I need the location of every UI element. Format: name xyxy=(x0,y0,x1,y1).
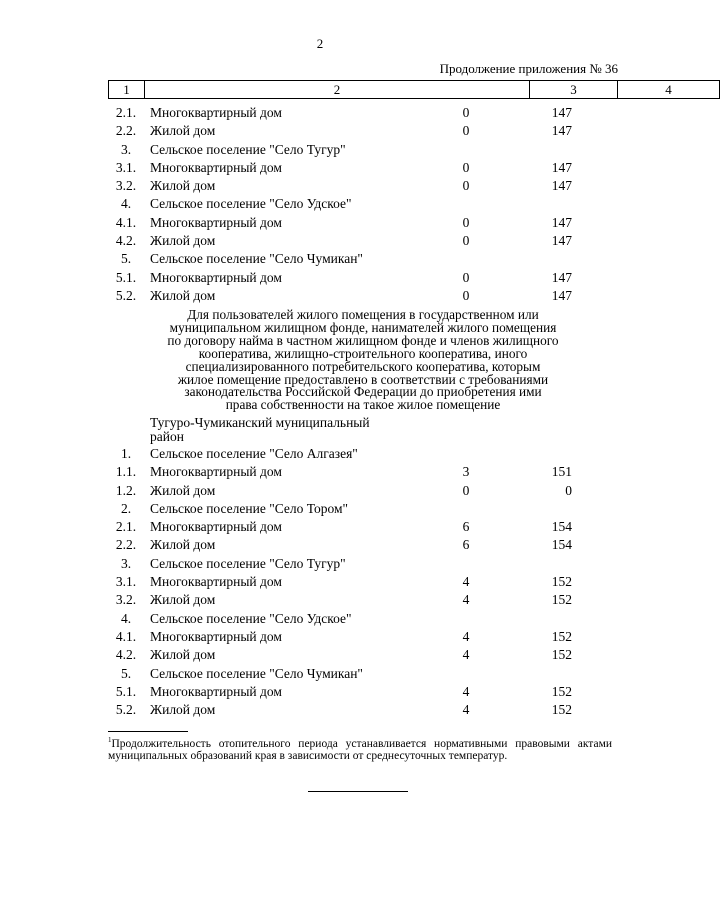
row-number: 3.1. xyxy=(115,159,137,175)
appendix-title: Продолжение приложения № 36 xyxy=(439,61,618,76)
row-col-3: 0 xyxy=(462,123,470,139)
row-col-4: 151 xyxy=(551,464,572,480)
table-row xyxy=(0,610,640,628)
row-number: 1.2. xyxy=(115,482,137,498)
row-col-4: 147 xyxy=(551,269,572,285)
table-row xyxy=(0,683,640,701)
row-col-4: 152 xyxy=(551,647,572,663)
row-col-4: 154 xyxy=(551,519,572,535)
row-name: Многоквартирный дом xyxy=(150,519,282,535)
paragraph-line: жилое помещение предоставлено в соответствии с требованиями xyxy=(177,371,549,387)
row-name: Жилой дом xyxy=(150,702,216,718)
table-row xyxy=(0,500,640,518)
row-name: Жилой дом xyxy=(150,592,216,608)
row-name: Многоквартирный дом xyxy=(150,574,282,590)
row-number: 5.1. xyxy=(115,269,137,285)
row-col-4: 147 xyxy=(551,123,572,139)
row-name: Сельское поселение "Село Тором" xyxy=(150,500,349,516)
row-number: 4.2. xyxy=(115,233,137,249)
paragraph-line: Для пользователей жилого помещения в государственном или xyxy=(187,307,539,322)
row-col-3: 4 xyxy=(462,628,470,644)
row-col-4: 152 xyxy=(551,574,572,590)
paragraph-line: кооператива, жилищно-строительного кооператива, иного xyxy=(198,345,528,361)
table-body-bottom xyxy=(0,445,640,719)
district-line: район xyxy=(150,429,184,444)
row-name: Жилой дом xyxy=(150,287,216,303)
row-number: 5. xyxy=(120,665,132,681)
row-number: 4. xyxy=(120,610,132,626)
row-col-3: 0 xyxy=(462,287,470,303)
row-name: Жилой дом xyxy=(150,482,216,498)
header-col-4: 4 xyxy=(617,80,720,99)
row-number: 4. xyxy=(120,196,132,212)
page-number: 2 xyxy=(316,36,324,51)
table-row xyxy=(0,141,640,159)
row-col-3: 4 xyxy=(462,702,470,718)
row-col-4: 147 xyxy=(551,214,572,230)
table-row xyxy=(0,445,640,463)
row-col-4: 147 xyxy=(551,159,572,175)
paragraph-line: по договору найма в частном жилищном фонде и членов жилищного xyxy=(167,332,559,348)
table-row xyxy=(0,269,640,287)
row-col-3: 6 xyxy=(462,519,470,535)
row-col-3: 4 xyxy=(462,592,470,608)
table-row xyxy=(0,463,640,481)
row-name: Многоквартирный дом xyxy=(150,159,282,175)
row-name: Сельское поселение "Село Удское" xyxy=(150,610,352,626)
row-name: Многоквартирный дом xyxy=(150,683,282,699)
row-name: Многоквартирный дом xyxy=(150,214,282,230)
row-col-3: 0 xyxy=(462,105,470,120)
row-name: Многоквартирный дом xyxy=(150,269,282,285)
table-row xyxy=(0,555,640,573)
row-number: 1.1. xyxy=(115,464,137,480)
row-col-4: 147 xyxy=(551,178,572,194)
row-number: 4.1. xyxy=(115,214,137,230)
table-row xyxy=(0,591,640,609)
row-name: Многоквартирный дом xyxy=(150,105,282,120)
row-name: Сельское поселение "Село Удское" xyxy=(150,196,352,212)
row-col-4: 152 xyxy=(551,628,572,644)
row-col-4: 152 xyxy=(551,683,572,699)
row-name: Жилой дом xyxy=(150,233,216,249)
footnote-text: Продолжительность отопительного периода устанавливается нормативными правовыми актами муниципальных образований края в зависимости от среднесуточных температур. xyxy=(108,737,612,763)
row-number: 5.2. xyxy=(115,287,137,303)
end-rule xyxy=(308,791,408,792)
row-name: Жилой дом xyxy=(150,123,216,139)
row-name: Жилой дом xyxy=(150,537,216,553)
table-row xyxy=(0,573,640,591)
row-name: Многоквартирный дом xyxy=(150,628,282,644)
row-name: Сельское поселение "Село Чумикан" xyxy=(150,665,363,681)
table-row xyxy=(0,287,640,305)
row-name: Сельское поселение "Село Чумикан" xyxy=(150,251,363,267)
row-col-4: 147 xyxy=(551,233,572,249)
row-col-3: 4 xyxy=(462,574,470,590)
table-row xyxy=(0,701,640,719)
header-col-3: 3 xyxy=(529,80,618,99)
paragraph-line: муниципальном жилищном фонде, нанимателей жилого помещения xyxy=(169,319,557,335)
row-col-3: 6 xyxy=(462,537,470,553)
table-row xyxy=(0,122,640,140)
row-number: 3. xyxy=(120,141,132,157)
row-col-3: 0 xyxy=(462,159,470,175)
row-number: 5.1. xyxy=(115,683,137,699)
row-number: 5.2. xyxy=(115,702,137,718)
header-col-1: 1 xyxy=(108,80,145,99)
table-body-top xyxy=(0,104,640,305)
row-number: 4.2. xyxy=(115,647,137,663)
row-col-4: 152 xyxy=(551,592,572,608)
footnote-marker: 1 xyxy=(108,736,112,744)
table-row xyxy=(0,518,640,536)
row-name: Жилой дом xyxy=(150,178,216,194)
paragraph-line: специализированного потребительского кооператива, которым xyxy=(185,358,541,374)
row-number: 3.2. xyxy=(115,592,137,608)
row-number: 5. xyxy=(120,251,132,267)
table-header xyxy=(108,80,672,100)
row-number: 1. xyxy=(120,446,132,461)
table-row xyxy=(0,250,640,268)
row-col-3: 4 xyxy=(462,647,470,663)
row-name: Сельское поселение "Село Тугур" xyxy=(150,555,346,571)
paragraph-line: права собственности на такое жилое помещение xyxy=(225,397,501,413)
row-number: 3.1. xyxy=(115,574,137,590)
row-name: Жилой дом xyxy=(150,647,216,663)
row-name: Многоквартирный дом xyxy=(150,464,282,480)
row-col-3: 0 xyxy=(462,178,470,194)
table-row xyxy=(0,665,640,683)
row-col-4: 0 xyxy=(565,482,572,498)
category-paragraph xyxy=(128,309,598,412)
district-name xyxy=(150,416,410,444)
table-row xyxy=(0,232,640,250)
row-col-4: 154 xyxy=(551,537,572,553)
row-number: 2. xyxy=(120,500,132,516)
row-col-3: 0 xyxy=(462,482,470,498)
header-col-2: 2 xyxy=(144,80,530,99)
row-name: Сельское поселение "Село Алгазея" xyxy=(150,446,358,461)
footnote-separator xyxy=(108,731,188,732)
row-col-3: 0 xyxy=(462,269,470,285)
row-number: 3. xyxy=(120,555,132,571)
row-number: 2.2. xyxy=(115,123,137,139)
row-col-4: 147 xyxy=(551,287,572,303)
row-number: 2.1. xyxy=(115,105,137,120)
table-row xyxy=(0,214,640,232)
table-row xyxy=(0,104,640,122)
row-col-4: 147 xyxy=(551,105,572,120)
footnote xyxy=(108,734,612,763)
paragraph-line: законодательства Российской Федерации до приобретения ими xyxy=(184,384,542,400)
table-row xyxy=(0,646,640,664)
table-row xyxy=(0,482,640,500)
row-number: 3.2. xyxy=(115,178,137,194)
row-number: 2.1. xyxy=(115,519,137,535)
table-row xyxy=(0,195,640,213)
table-row xyxy=(0,159,640,177)
district-line: Тугуро-Чумиканский муниципальный xyxy=(150,415,370,430)
table-row xyxy=(0,628,640,646)
row-col-3: 0 xyxy=(462,233,470,249)
table-row xyxy=(0,177,640,195)
row-col-3: 0 xyxy=(462,214,470,230)
row-col-3: 3 xyxy=(462,464,470,480)
table-row xyxy=(0,536,640,554)
row-number: 4.1. xyxy=(115,628,137,644)
row-number: 2.2. xyxy=(115,537,137,553)
row-col-3: 4 xyxy=(462,683,470,699)
row-col-4: 152 xyxy=(551,702,572,718)
row-name: Сельское поселение "Село Тугур" xyxy=(150,141,346,157)
